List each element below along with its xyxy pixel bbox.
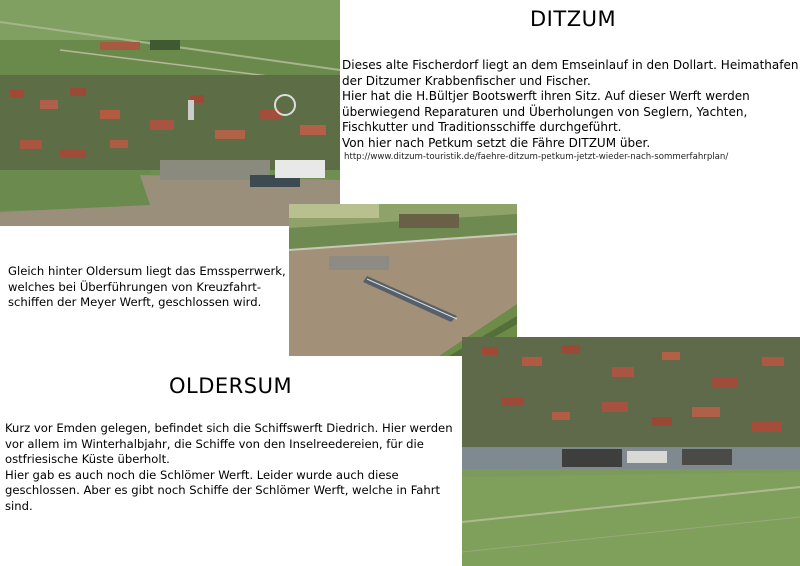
oldersum-line: ostfriesische Küste überholt. bbox=[5, 452, 170, 467]
ditzum-line: überwiegend Reparaturen und Überholungen von Seglern, Yachten, bbox=[342, 104, 748, 119]
oldersum-line: vor allem im Winterhalbjahr, die Schiffe von den Inselreedereien, für die bbox=[5, 436, 424, 451]
oldersum-line: Hier gab es auch noch die Schlömer Werft. Leider wurde auch diese bbox=[5, 467, 399, 482]
oldersum-aerial-photo bbox=[462, 337, 800, 566]
oldersum-paragraph bbox=[5, 421, 453, 515]
sperrwerk-line: welches bei Überführungen von Kreuzfahrt- bbox=[8, 279, 262, 294]
emssperrwerk-aerial-photo bbox=[289, 204, 517, 356]
oldersum-title: OLDERSUM bbox=[169, 374, 293, 398]
sperrwerk-line: schiffen der Meyer Werft, geschlossen wird. bbox=[8, 295, 262, 310]
ditzum-paragraph bbox=[342, 58, 798, 152]
sperrwerk-line: Gleich hinter Oldersum liegt das Emssperrwerk, bbox=[8, 264, 286, 278]
ditzum-line: Dieses alte Fischerdorf liegt an dem Emseinlauf in den Dollart. Heimathafen bbox=[342, 58, 799, 72]
ditzum-aerial-photo bbox=[0, 0, 340, 226]
ditzum-line: Von hier nach Petkum setzt die Fähre DITZUM über. bbox=[342, 135, 651, 150]
ferry-link[interactable]: http://www.ditzum-touristik.de/faehre-ditzum-petkum-jetzt-wieder-nach-sommerfahrplan/ bbox=[344, 152, 729, 162]
oldersum-line: sind. bbox=[5, 498, 33, 513]
sperrwerk-paragraph bbox=[8, 264, 286, 311]
ditzum-title: DITZUM bbox=[530, 7, 617, 31]
ditzum-line: Hier hat die H.Bültjer Bootswerft ihren Sitz. Auf dieser Werft werden bbox=[342, 89, 750, 104]
ditzum-line: der Ditzumer Krabbenfischer und Fischer. bbox=[342, 73, 591, 88]
ditzum-line: Fischkutter und Traditionsschiffe durchgeführt. bbox=[342, 120, 622, 135]
oldersum-line: geschlossen. Aber es gibt noch Schiffe der Schlömer Werft, welche in Fahrt bbox=[5, 483, 441, 498]
oldersum-line: Kurz vor Emden gelegen, befindet sich die Schiffswerft Diedrich. Hier werden bbox=[5, 421, 453, 435]
